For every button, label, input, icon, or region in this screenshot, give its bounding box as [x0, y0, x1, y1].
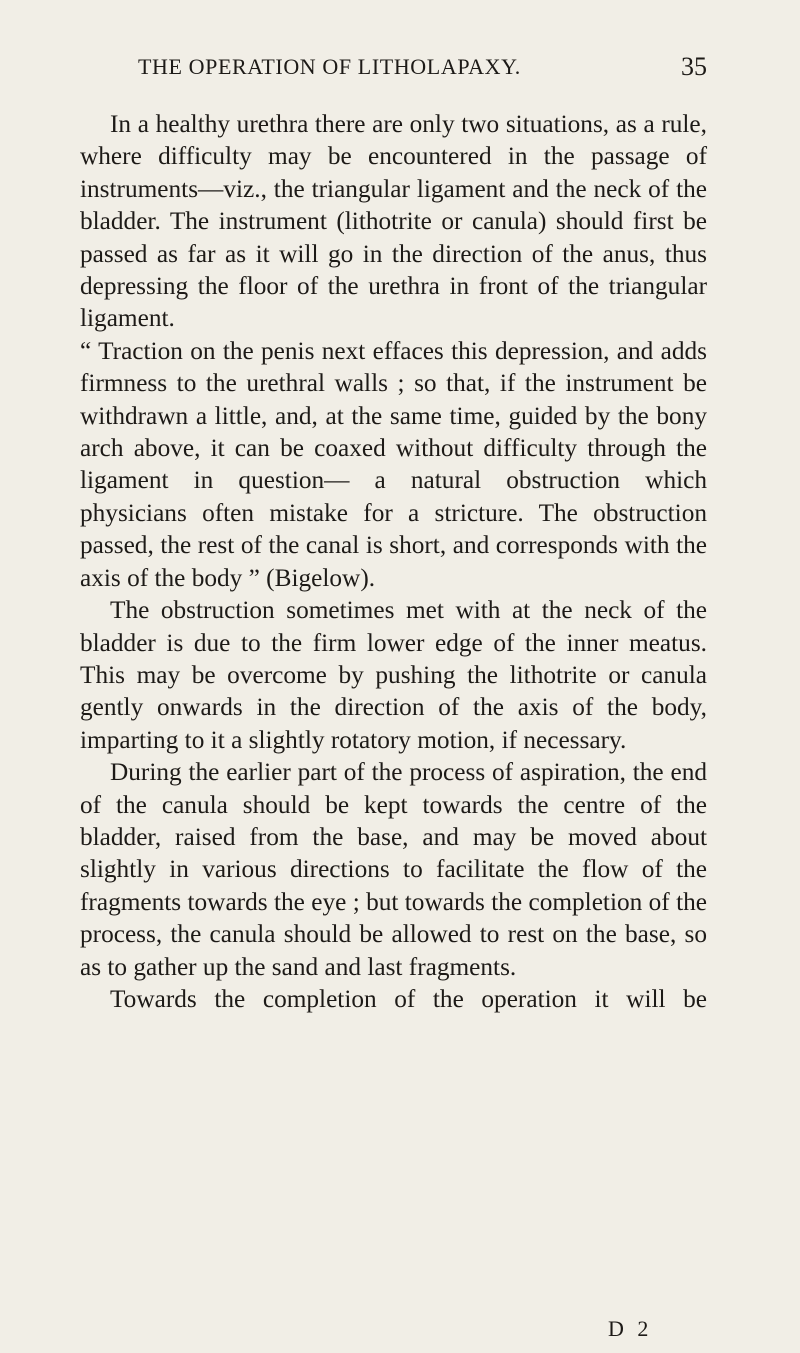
paragraph-4: During the earlier part of the process of aspiration, the end of the canula should be kept towards the centre of the bladder, raised from the base, and may be moved about slightly in various directions to facilitate the flow of the fragments towards the eye ; but towards the completion of the process, the canula should be allowed to rest on the base, so as to gather up the sand and last fragments.: [80, 758, 707, 981]
paragraph-2-quotation: “ Traction on the penis next effaces this depression, and adds firmness to the urethral walls ; so that, if the instrument be withdrawn a little, and, at the same time, guided by the bony arch above, it can be coaxed without difficulty through the ligament in question— a natural obstruction which physicians often mistake for a stricture. The obstruction passed, the rest of the canal is short, and corresponds with the axis of the body ” (Bigelow).: [80, 336, 707, 592]
paragraph-3: The obstruction sometimes met with at the neck of the bladder is due to the firm lower edge of the inner meatus. This may be overcome by pushing the lithotrite or canula gently onwards in the direction of the axis of the body, imparting to it a slightly rotatory motion, if necessary.: [80, 596, 707, 754]
paragraph-1: In a healthy urethra there are only two situations, as a rule, where difficulty may be encountered in the passage of instruments—viz., the triangular ligament and the neck of the bladder. The instrument (lithotrite or canula) should first be passed as far as it will go in the direction of the anus, thus depressing the floor of the urethra in front of the triangular ligament.: [80, 110, 707, 333]
running-head: [80, 52, 707, 86]
paragraph-5: Towards the completion of the operation it will be: [110, 984, 707, 1013]
body-text: [80, 108, 707, 1015]
signature-mark: D 2: [608, 1316, 653, 1341]
running-title: THE OPERATION OF LITHOLAPAXY.: [138, 54, 521, 79]
page-number: 35: [681, 52, 707, 81]
